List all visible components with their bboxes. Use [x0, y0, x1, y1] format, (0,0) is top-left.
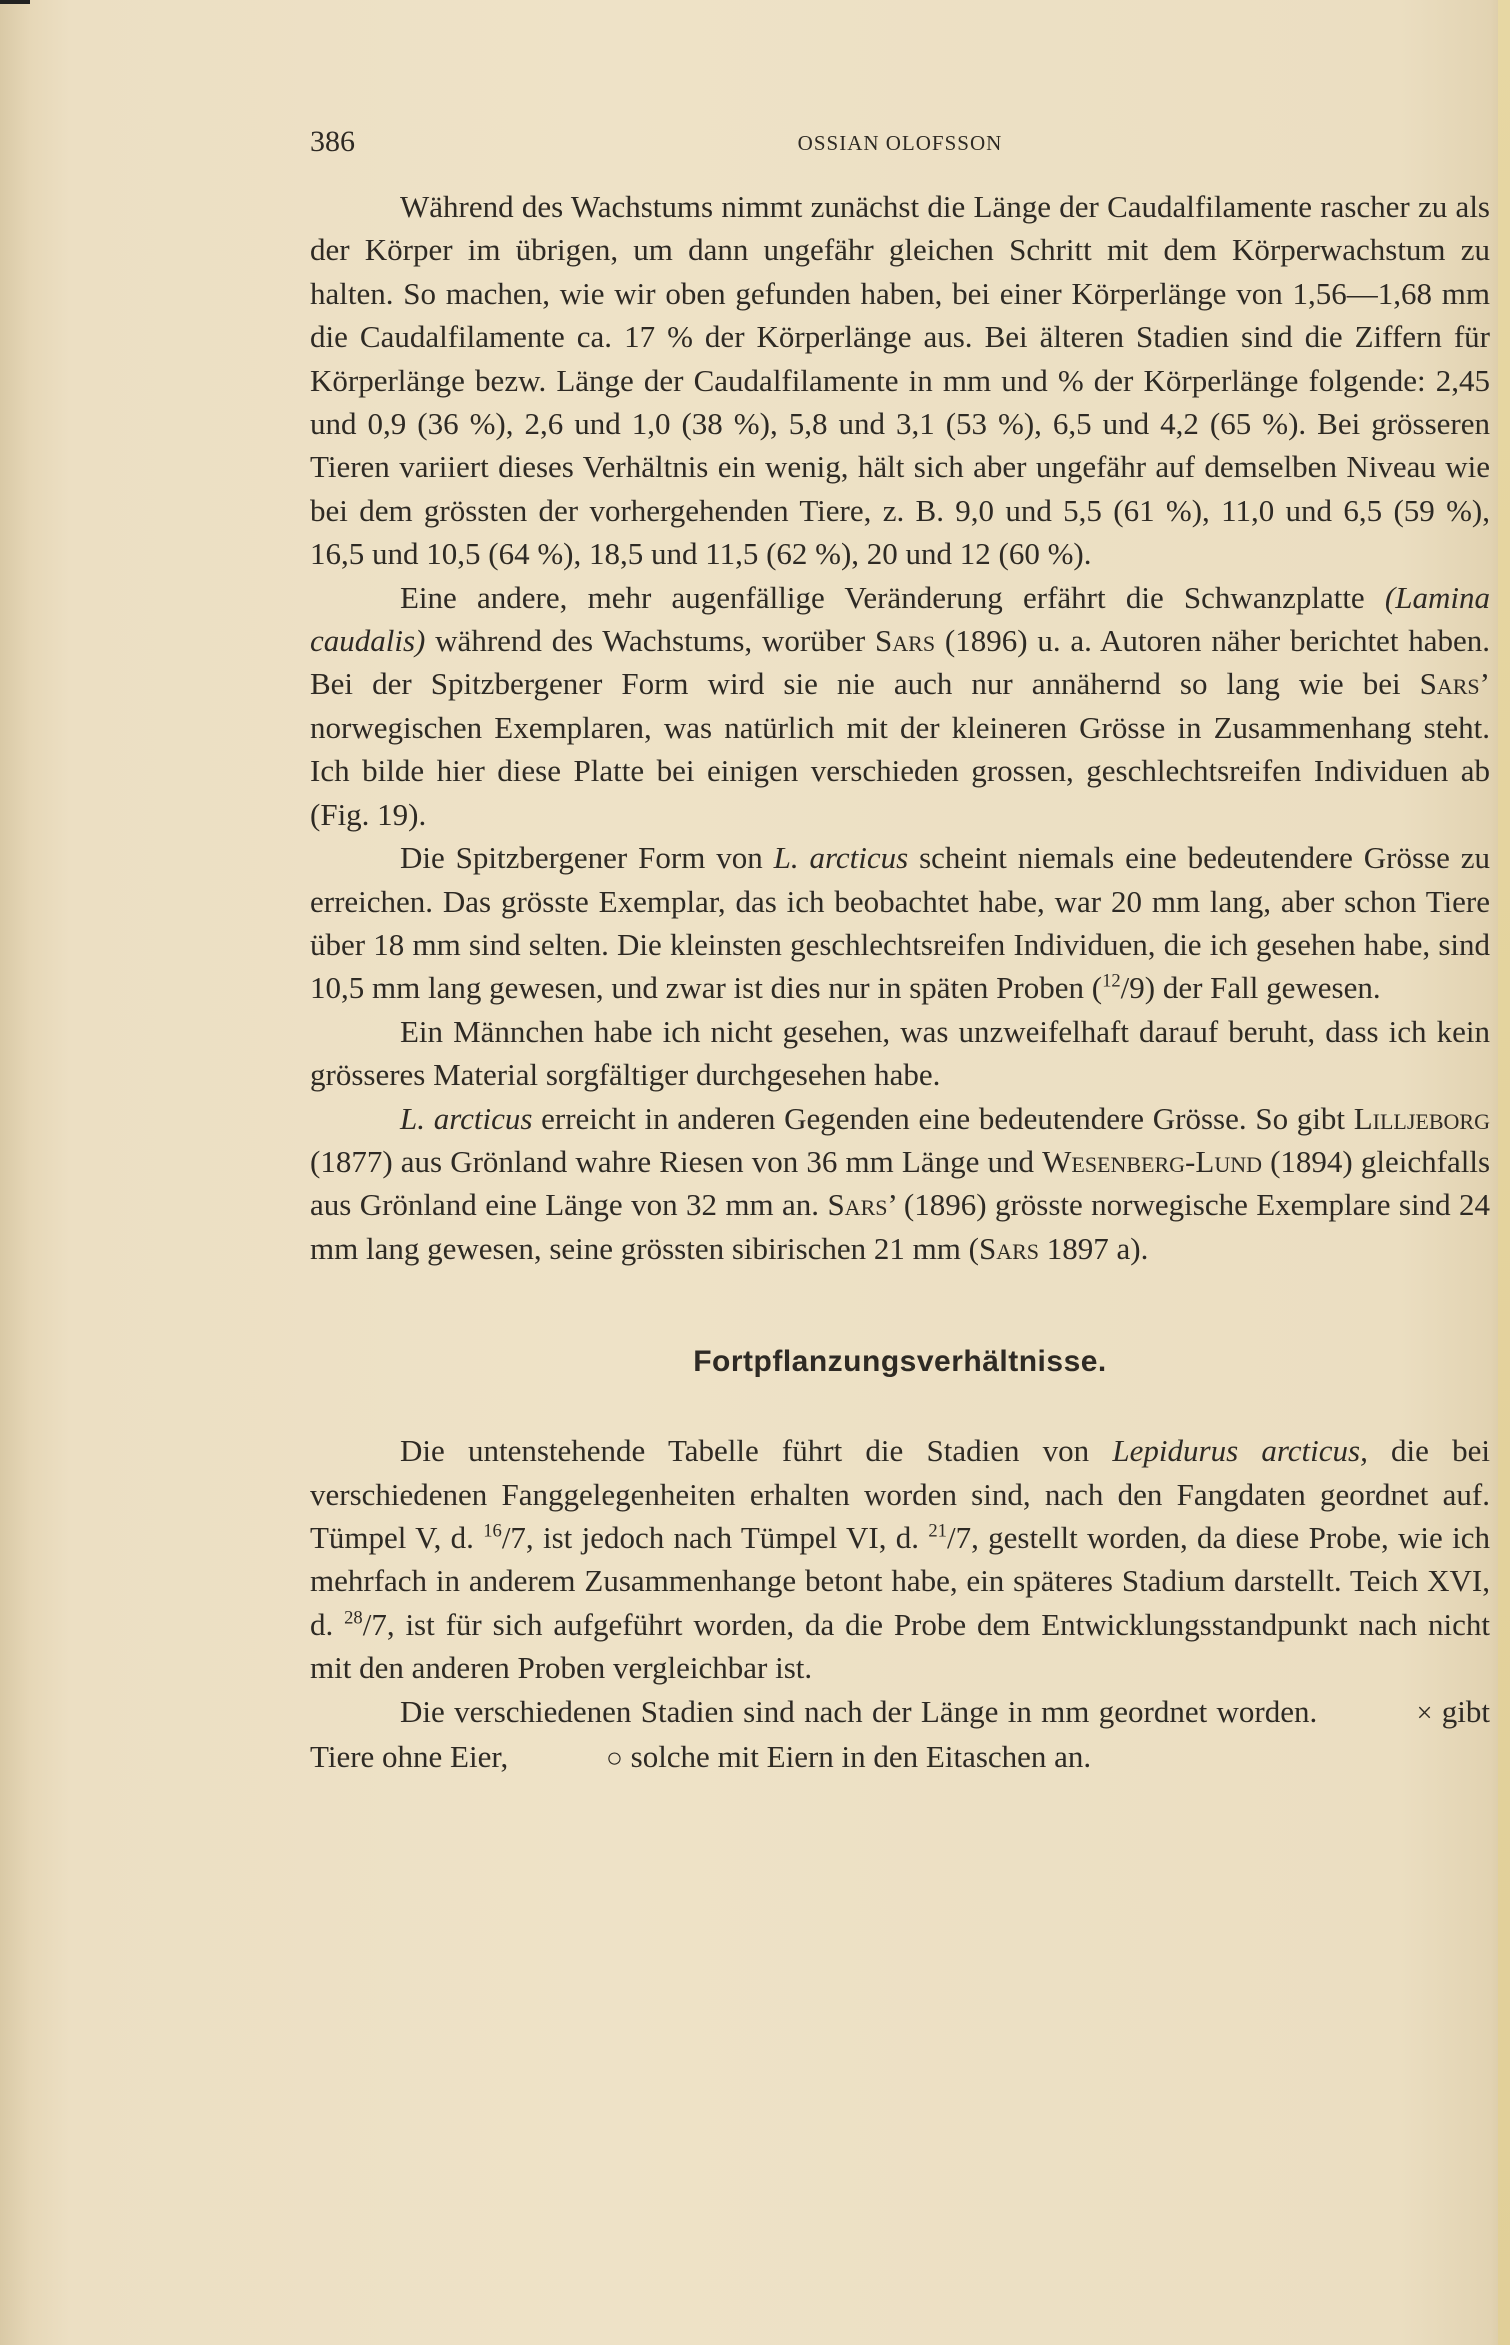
paragraph: [310, 185, 1490, 576]
text-run: erreicht in anderen Gegenden eine bedeutendere Grösse. So gibt: [532, 1100, 1354, 1136]
text-run: Während des Wachstums nimmt zunächst die Länge der Caudalfilamente rascher zu als der Körper im übrigen, um dann ungefähr gleichen Schritt mit dem Körperwachstum zu halten. So machen, wie wir oben gefunden haben, bei einer Körperlänge von 1,56—1,68 mm die Caudalfilamente ca. 17 % der Körperlänge aus. Bei älteren Stadien sind die Ziffern für Körperlänge bezw. Länge der Caudalfilamente in mm und % der Körperlänge folgende: 2,45 und 0,9 (36 %), 2,6 und 1,0 (38 %), 5,8 und 3,1 (53 %), 6,5 und 4,2 (65 %). Bei grösseren Tieren variiert dieses Verhältnis ein wenig, hält sich aber ungefähr auf demselben Niveau wie bei dem grössten der vorhergehenden Tiere, z. B. 9,0 und 5,5 (61 %), 11,0 und 6,5 (59 %), 16,5 und 10,5 (64 %), 18,5 und 11,5 (62 %), 20 und 12 (60 %).: [310, 189, 1490, 572]
italic-term: (Lamina caudalis): [310, 579, 1490, 659]
author-name: Sars: [827, 1187, 888, 1223]
author-name: Lilljeborg: [1353, 1100, 1490, 1136]
section-heading: Fortpflanzungsverhältnisse.: [693, 1345, 1107, 1379]
text-run: /7, ist jedoch nach Tümpel VI, d.: [501, 1519, 929, 1555]
text-run: Die Spitzbergener Form von: [400, 840, 774, 876]
paragraph: [310, 1429, 1490, 1689]
text-run: (1894) gleichfalls aus Grönland eine Länge von 32 mm an.: [310, 1143, 1491, 1223]
date-superscript: 28: [344, 1607, 363, 1629]
text-run: die bei verschiedenen Fanggelegenheiten erhalten worden sind, nach den Fangdaten geordnet auf. Tümpel V, d.: [310, 1433, 1491, 1555]
date-superscript: 16: [483, 1520, 502, 1542]
page-header: [310, 125, 1490, 165]
section-gap: [310, 1270, 1490, 1314]
text-run: ’ norwegischen Exemplaren, was natürlich mit der kleineren Grösse in Zusammenhang steht. Ich bilde hier diese Platte bei einigen verschieden grossen, geschlechtsreifen Individuen ab (Fig. 19).: [310, 666, 1490, 832]
page-edge-stripe: [1498, 0, 1510, 2345]
italic-term: Lepidurus arcticus,: [1112, 1433, 1368, 1469]
legend-symbol: ○: [605, 1743, 623, 1774]
paragraph: [310, 836, 1490, 1010]
italic-term: L. arcticus: [773, 840, 909, 876]
text-run: /9) der Fall gewesen.: [1120, 970, 1381, 1006]
text-run: gibt Tiere ohne Eier,: [310, 1693, 1490, 1774]
date-superscript: 12: [1102, 970, 1121, 992]
text-run: 1897 a).: [1039, 1230, 1149, 1266]
author-name: Sars: [1419, 666, 1480, 702]
text-run: scheint niemals eine bedeutendere Grösse zu erreichen. Das grösste Exemplar, das ich beobachtet habe, war 20 mm lang, aber schon Tiere über 18 mm sind selten. Die kleinsten geschlechtsreifen Individuen, die ich gesehen habe, sind 10,5 mm lang gewesen, und zwar ist dies nur in späten Proben (: [310, 840, 1490, 1006]
author-name: Sars: [875, 623, 936, 659]
paragraph: [310, 576, 1490, 836]
author-name: Wesenberg-Lund: [1042, 1143, 1262, 1179]
scan-edge-mark: [0, 0, 30, 4]
text-run: während des Wachstums, worüber: [425, 623, 876, 659]
text-run: (1896) u. a. Autoren näher berichtet haben. Bei der Spitzbergener Form wird sie nie auch nur annähernd so lang wie bei: [310, 623, 1490, 702]
author-name: Sars: [978, 1230, 1039, 1266]
text-run: /7, gestellt worden, da diese Probe, wie ich mehrfach in anderem Zusammenhange betont habe, ein späteres Stadium darstellt. Teich XVI, d.: [310, 1519, 1490, 1642]
body-text: [310, 185, 1490, 1780]
paragraph: [310, 1690, 1490, 1781]
text-run: Die untenstehende Tabelle führt die Stadien von: [400, 1433, 1113, 1469]
paragraph-group-morphology: [310, 185, 1490, 1270]
legend-symbol: ×: [1416, 1697, 1433, 1729]
text-run: /7, ist für sich aufgeführt worden, da die Probe dem Entwicklungsstandpunkt nach nicht mit den anderen Proben vergleichbar ist.: [310, 1606, 1491, 1686]
text-run: Eine andere, mehr augenfällige Veränderung erfährt die Schwanzplatte: [400, 579, 1385, 615]
paragraph-group-reproduction: [310, 1429, 1490, 1780]
paragraph: [310, 1010, 1490, 1097]
text-run: Die verschiedenen Stadien sind nach der Länge in mm geordnet worden.: [400, 1693, 1327, 1729]
text-run: Ein Männchen habe ich nicht gesehen, was unzweifelhaft darauf beruht, dass ich kein grösseres Material sorgfältiger durchgesehen habe.: [310, 1013, 1490, 1093]
date-superscript: 21: [928, 1520, 947, 1542]
page-number: 386: [310, 125, 355, 158]
text-run: ’ (1896) grösste norwegische Exemplare sind 24 mm lang gewesen, seine grössten sibirischen 21 mm (: [310, 1187, 1490, 1266]
italic-term: L. arcticus: [400, 1100, 533, 1136]
text-run: solche mit Eiern in den Eitaschen an.: [622, 1739, 1092, 1774]
text-run: (1877) aus Grönland wahre Riesen von 36 mm Länge und: [310, 1143, 1043, 1179]
running-head: OSSIAN OLOFSSON: [797, 131, 1003, 155]
paragraph: [310, 1097, 1490, 1271]
